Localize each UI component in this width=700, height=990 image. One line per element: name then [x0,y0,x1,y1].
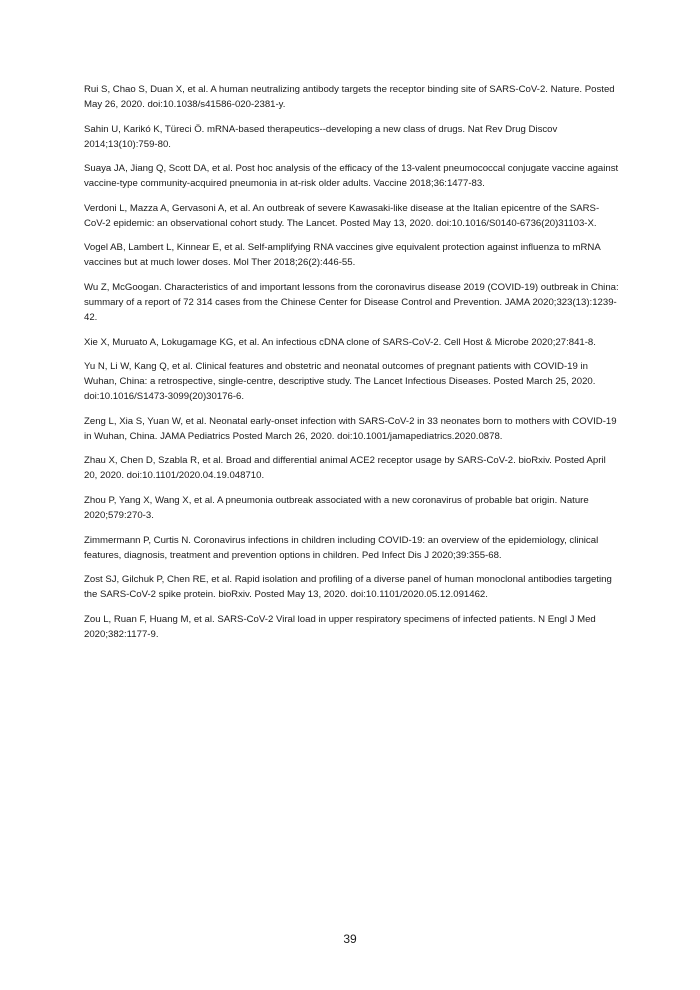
reference-entry: Xie X, Muruato A, Lokugamage KG, et al. An infectious cDNA clone of SARS-CoV-2. Cell Host & Microbe 2020;27:841-8. [84,336,596,348]
reference-entry: Verdoni L, Mazza A, Gervasoni A, et al. An outbreak of severe Kawasaki-like disease at the Italian epicentre of the SARS-CoV-2 epidemic: an observational cohort study. The Lancet. Posted May 13, 2020. doi:10.1016/S0140-6736(20)31103-X. [84,202,600,229]
page-number: 39 [343,932,357,946]
reference-entry: Sahin U, Karikó K, Türeci Ö. mRNA-based therapeutics--developing a new class of drugs. Nat Rev Drug Discov 2014;13(10):759-80. [84,123,558,150]
reference-entry: Zeng L, Xia S, Yuan W, et al. Neonatal early-onset infection with SARS-CoV-2 in 33 neonates born to mothers with COVID-19 in Wuhan, China. JAMA Pediatrics Posted March 26, 2020. doi:10.1001/jamapediatrics.2020.0878. [84,415,617,442]
reference-entry: Rui S, Chao S, Duan X, et al. A human neutralizing antibody targets the receptor binding site of SARS-CoV-2. Nature. Posted May 26, 2020. doi:10.1038/s41586-020-2381-y. [84,84,615,110]
reference-entry: Wu Z, McGoogan. Characteristics of and important lessons from the coronavirus disease 2019 (COVID-19) outbreak in China: summary of a report of 72 314 cases from the Chinese Center for Disease Control and Prevention. JAMA 2020;323(13):1239-42. [84,281,619,323]
reference-entry: Zimmermann P, Curtis N. Coronavirus infections in children including COVID-19: an overview of the epidemiology, clinical features, diagnosis, treatment and prevention options in children. Ped Infect Dis J 2020;39:355-68. [84,534,599,561]
reference-entry: Zost SJ, Gilchuk P, Chen RE, et al. Rapid isolation and profiling of a diverse panel of human monoclonal antibodies targeting the SARS-CoV-2 spike protein. bioRxiv. Posted May 13, 2020. doi:10.1101/2020.05.12.091462. [84,574,612,601]
reference-entry: Suaya JA, Jiang Q, Scott DA, et al. Post hoc analysis of the efficacy of the 13-valent pneumococcal conjugate vaccine against vaccine-type community-acquired pneumonia in at-risk older adults. Vaccine 2018;36:1477-83. [84,163,619,190]
reference-entry: Yu N, Li W, Kang Q, et al. Clinical features and obstetric and neonatal outcomes of pregnant patients with COVID-19 in Wuhan, China: a retrospective, single-centre, descriptive study. The Lancet Infectious Diseases. Posted March 25, 2020. doi:10.1016/S1473-3099(20)30176-6. [84,361,596,403]
reference-entry: Zou L, Ruan F, Huang M, et al. SARS-CoV-2 Viral load in upper respiratory specimens of infected patients. N Engl J Med 2020;382:1177-9. [84,613,596,640]
reference-entry: Zhau X, Chen D, Szabla R, et al. Broad and differential animal ACE2 receptor usage by SARS-CoV-2. bioRxiv. Posted April 20, 2020. doi:10.1101/2020.04.19.048710. [84,455,606,482]
reference-entry: Vogel AB, Lambert L, Kinnear E, et al. Self-amplifying RNA vaccines give equivalent protection against influenza to mRNA vaccines but at much lower doses. Mol Ther 2018;26(2):446-55. [84,242,601,269]
reference-entry: Zhou P, Yang X, Wang X, et al. A pneumonia outbreak associated with a new coronavirus of probable bat origin. Nature 2020;579:270-3. [84,494,589,521]
reference-list [84,82,620,651]
